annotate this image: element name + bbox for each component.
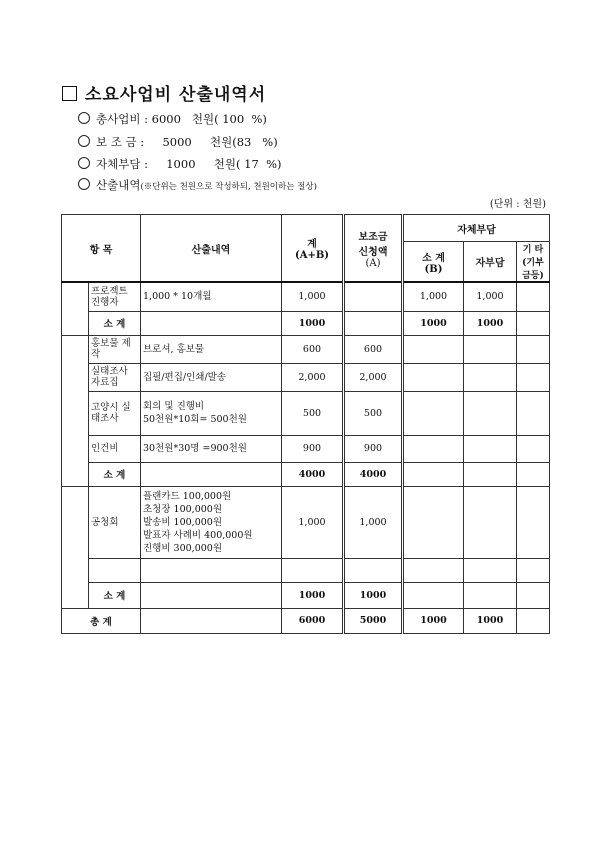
circle-bullet-icon bbox=[78, 112, 90, 124]
grand-total-total: 6000 bbox=[282, 608, 344, 633]
document-title bbox=[62, 80, 266, 105]
row-detail: 브로셔, 홍보물 bbox=[141, 335, 282, 363]
row-subsidy bbox=[344, 282, 403, 311]
row-total: 1,000 bbox=[282, 486, 344, 558]
subtotal-self: 1000 bbox=[464, 311, 517, 335]
table-row bbox=[62, 335, 550, 363]
row-total: 500 bbox=[282, 391, 344, 435]
header-total: 계 (A+B) bbox=[282, 215, 344, 283]
checkbox-square-icon bbox=[62, 86, 77, 101]
subtotal-total: 4000 bbox=[282, 462, 344, 486]
table-row bbox=[62, 363, 550, 391]
summary-subsidy-text: 보 조 금 : 5000 천원(83 %) bbox=[96, 135, 278, 149]
table-row bbox=[62, 486, 550, 558]
summary-total bbox=[78, 111, 267, 127]
header-self-burden: 자부담 bbox=[464, 242, 517, 283]
row-total: 2,000 bbox=[282, 363, 344, 391]
header-detail: 산출내역 bbox=[141, 215, 282, 283]
subtotal-label: 소 계 bbox=[89, 462, 141, 486]
row-subsidy: 900 bbox=[344, 435, 403, 462]
row-subsidy: 2,000 bbox=[344, 363, 403, 391]
grand-total-row bbox=[62, 608, 550, 633]
header-self-subtotal: 소 계 (B) bbox=[403, 242, 464, 283]
row-detail: 30천원*30명 =900천원 bbox=[141, 435, 282, 462]
summary-detail-text: 산출내역 bbox=[96, 178, 141, 192]
summary-detail-note: (※단위는 천원으로 작성하되, 천원이하는 절상) bbox=[140, 182, 317, 192]
row-item: 실태조사 자료집 bbox=[89, 363, 141, 391]
row-item: 홍보물 제작 bbox=[89, 335, 141, 363]
row-total: 900 bbox=[282, 435, 344, 462]
subtotal-subsidy: 4000 bbox=[344, 462, 403, 486]
grand-total-label: 총 계 bbox=[62, 608, 141, 633]
subtotal-self-subtotal: 1000 bbox=[403, 311, 464, 335]
subtotal-row bbox=[62, 311, 550, 335]
row-detail: 집필/편집/인쇄/발송 bbox=[141, 363, 282, 391]
grand-total-self-subtotal: 1000 bbox=[403, 608, 464, 633]
row-subsidy: 500 bbox=[344, 391, 403, 435]
row-item: 공청회 bbox=[89, 486, 141, 558]
title-text: 소요사업비 산출내역서 bbox=[85, 85, 267, 105]
subtotal-subsidy: 1000 bbox=[344, 582, 403, 608]
subtotal-total: 1000 bbox=[282, 311, 344, 335]
header-self: 자체부담 bbox=[403, 215, 550, 242]
summary-self bbox=[78, 156, 282, 172]
summary-subsidy bbox=[78, 134, 278, 150]
subtotal-row bbox=[62, 462, 550, 486]
row-detail: 1,000 * 10개월 bbox=[141, 282, 282, 311]
unit-note: (단위 : 천원) bbox=[489, 199, 546, 210]
row-total: 1,000 bbox=[282, 282, 344, 311]
table-row bbox=[62, 558, 550, 582]
row-subsidy: 600 bbox=[344, 335, 403, 363]
header-item: 항 목 bbox=[62, 215, 141, 283]
row-item: 인건비 bbox=[89, 435, 141, 462]
table-row bbox=[62, 282, 550, 311]
grand-total-subsidy: 5000 bbox=[344, 608, 403, 633]
row-detail: 회의 및 진행비 50천원*10회= 500천원 bbox=[141, 391, 282, 435]
summary-total-text: 총사업비 : 6000 천원( 100 %) bbox=[96, 112, 267, 126]
subtotal-subsidy bbox=[344, 311, 403, 335]
header-subsidy: 보조금 신청액 (A) bbox=[344, 215, 403, 283]
circle-bullet-icon bbox=[78, 157, 90, 169]
header-other: 기 타 (기부금등) bbox=[517, 242, 550, 283]
row-detail: 플랜카드 100,000원 초청장 100,000원 발송비 100,000원 발표자 사례비 400,000원 진행비 300,000원 bbox=[141, 486, 282, 558]
table-row bbox=[62, 391, 550, 435]
budget-table bbox=[61, 214, 550, 634]
summary-detail bbox=[78, 177, 317, 193]
subtotal-row bbox=[62, 582, 550, 608]
subtotal-total: 1000 bbox=[282, 582, 344, 608]
row-total: 600 bbox=[282, 335, 344, 363]
grand-total-self: 1000 bbox=[464, 608, 517, 633]
table-row bbox=[62, 435, 550, 462]
row-item: 고양시 실태조사 bbox=[89, 391, 141, 435]
circle-bullet-icon bbox=[78, 135, 90, 147]
subtotal-label: 소 계 bbox=[89, 582, 141, 608]
row-self-subtotal: 1,000 bbox=[403, 282, 464, 311]
row-item: 프로젝트 진행자 bbox=[89, 282, 141, 311]
summary-self-text: 자체부담 : 1000 천원( 17 %) bbox=[96, 157, 282, 171]
subtotal-label: 소 계 bbox=[89, 311, 141, 335]
row-subsidy: 1,000 bbox=[344, 486, 403, 558]
circle-bullet-icon bbox=[78, 178, 90, 190]
row-self: 1,000 bbox=[464, 282, 517, 311]
